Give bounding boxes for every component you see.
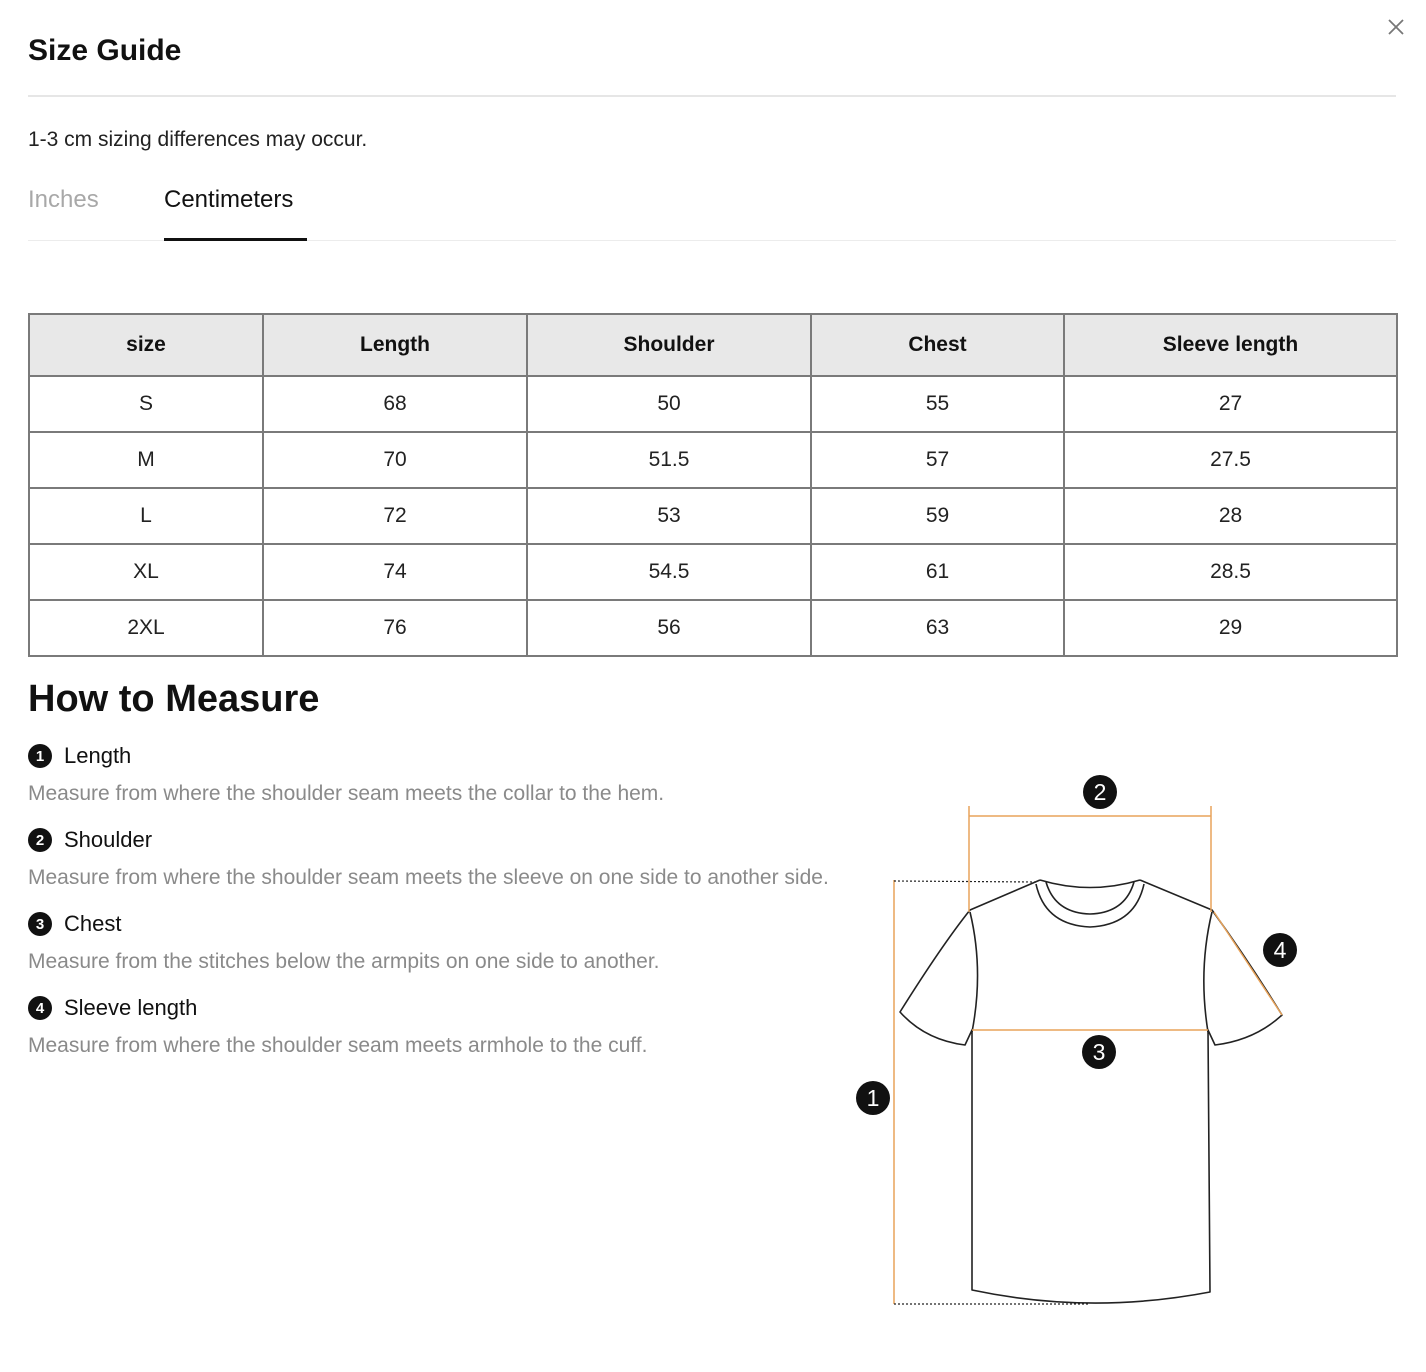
number-badge: 1 <box>28 744 52 768</box>
diagram-label-1: 1 <box>866 1085 880 1111</box>
table-cell: 72 <box>263 488 527 544</box>
table-cell: 74 <box>263 544 527 600</box>
column-header: Shoulder <box>527 314 811 376</box>
table-cell: 76 <box>263 600 527 656</box>
column-header: Sleeve length <box>1064 314 1397 376</box>
number-badge: 3 <box>28 912 52 936</box>
tshirt-measurement-diagram <box>850 760 1300 1320</box>
table-cell: 61 <box>811 544 1064 600</box>
table-cell: S <box>29 376 263 432</box>
table-cell: 57 <box>811 432 1064 488</box>
table-cell: L <box>29 488 263 544</box>
number-badge: 4 <box>28 996 52 1020</box>
table-cell: M <box>29 432 263 488</box>
table-cell: 27.5 <box>1064 432 1397 488</box>
measure-description: Measure from where the shoulder seam meets armhole to the cuff. <box>28 1034 648 1057</box>
table-row <box>29 544 1397 600</box>
table-cell: 28 <box>1064 488 1397 544</box>
column-header: Chest <box>811 314 1064 376</box>
table-cell: 27 <box>1064 376 1397 432</box>
measure-item-shoulder <box>28 825 829 890</box>
measure-description: Measure from where the shoulder seam meets the sleeve on one side to another side. <box>28 866 829 889</box>
table-row <box>29 600 1397 656</box>
tshirt-outline <box>900 880 1282 1303</box>
table-cell: 51.5 <box>527 432 811 488</box>
measure-label: Sleeve length <box>64 995 198 1020</box>
number-badge: 2 <box>28 828 52 852</box>
column-header: Length <box>263 314 527 376</box>
table-cell: 68 <box>263 376 527 432</box>
tab-centimeters[interactable]: Centimeters <box>164 186 294 213</box>
guide-lines <box>894 881 1090 1304</box>
table-cell: 59 <box>811 488 1064 544</box>
measure-description: Measure from the stitches below the armpits on one side to another. <box>28 950 660 973</box>
table-cell: 54.5 <box>527 544 811 600</box>
table-cell: 56 <box>527 600 811 656</box>
table-cell: 55 <box>811 376 1064 432</box>
size-table <box>28 313 1398 657</box>
table-row <box>29 488 1397 544</box>
table-cell: 29 <box>1064 600 1397 656</box>
table-row <box>29 432 1397 488</box>
column-header: size <box>29 314 263 376</box>
measure-label: Chest <box>64 911 122 936</box>
table-row <box>29 376 1397 432</box>
tab-inches[interactable]: Inches <box>28 186 99 213</box>
measure-item-length <box>28 741 664 806</box>
measure-item-sleeve-length <box>28 993 647 1058</box>
measure-label: Shoulder <box>64 827 153 852</box>
sizing-note: 1-3 cm sizing differences may occur. <box>28 128 368 151</box>
table-cell: 53 <box>527 488 811 544</box>
table-cell: 2XL <box>29 600 263 656</box>
table-cell: 70 <box>263 432 527 488</box>
measure-label: Length <box>64 743 132 768</box>
close-icon[interactable] <box>1383 14 1409 40</box>
diagram-label-4: 4 <box>1273 937 1287 963</box>
diagram-label-2: 2 <box>1093 779 1107 805</box>
active-tab-indicator <box>164 238 307 241</box>
diagram-label-3: 3 <box>1092 1039 1106 1065</box>
measure-description: Measure from where the shoulder seam meets the collar to the hem. <box>28 782 665 805</box>
table-cell: XL <box>29 544 263 600</box>
diagram-labels <box>856 775 1297 1115</box>
table-cell: 28.5 <box>1064 544 1397 600</box>
measure-item-chest <box>28 909 660 974</box>
how-to-measure-title: How to Measure <box>28 678 320 720</box>
table-header-row <box>29 314 1397 376</box>
table-cell: 63 <box>811 600 1064 656</box>
size-guide-title: Size Guide <box>28 34 182 67</box>
header-divider <box>28 95 1396 97</box>
table-cell: 50 <box>527 376 811 432</box>
